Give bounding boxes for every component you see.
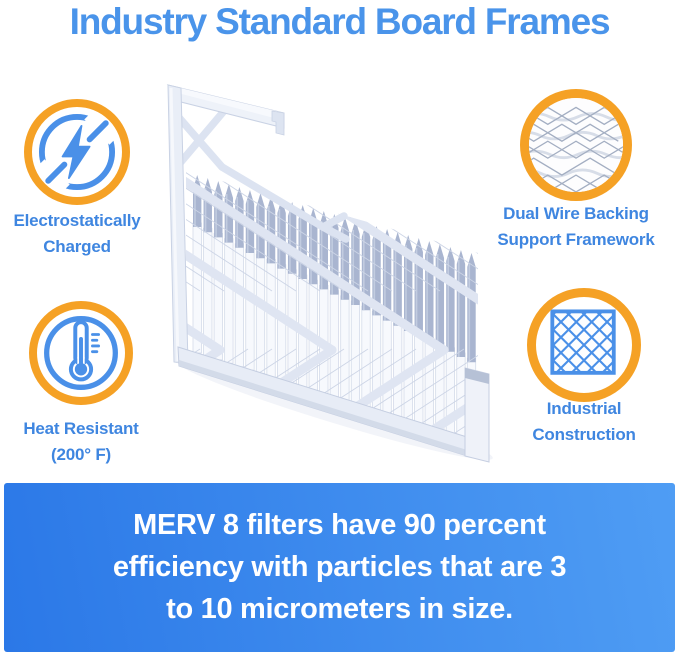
diamond-lattice-icon-art (536, 297, 632, 393)
label-line: Construction (532, 425, 636, 444)
info-banner (4, 483, 675, 652)
banner-line: MERV 8 filters have 90 percent (133, 509, 546, 541)
wire-mesh-icon-art (529, 98, 623, 192)
label-line: Support Framework (497, 230, 655, 249)
label-line: Electrostatically (13, 211, 141, 230)
lightning-bolt-icon (24, 99, 130, 205)
banner-text (4, 504, 675, 630)
feature-label-electrostatic (0, 208, 158, 260)
diamond-lattice-icon (527, 288, 641, 402)
thermometer-icon-art (37, 309, 125, 397)
banner-line: to 10 micrometers in size. (166, 593, 513, 625)
label-line: (200° F) (51, 445, 111, 464)
label-line: Dual Wire Backing (503, 204, 649, 223)
label-line: Charged (43, 237, 111, 256)
thermometer-icon (29, 301, 133, 405)
page-title: Industry Standard Board Frames (69, 1, 610, 42)
label-line: Heat Resistant (23, 419, 139, 438)
air-filter-product-image (160, 75, 505, 475)
label-line: Industrial (546, 399, 622, 418)
banner-line: efficiency with particles that are 3 (112, 551, 567, 583)
feature-label-heat-resistant (1, 416, 161, 468)
wire-mesh-icon (520, 89, 632, 201)
lightning-bolt-icon-art (32, 107, 122, 197)
feature-label-industrial (499, 396, 669, 448)
